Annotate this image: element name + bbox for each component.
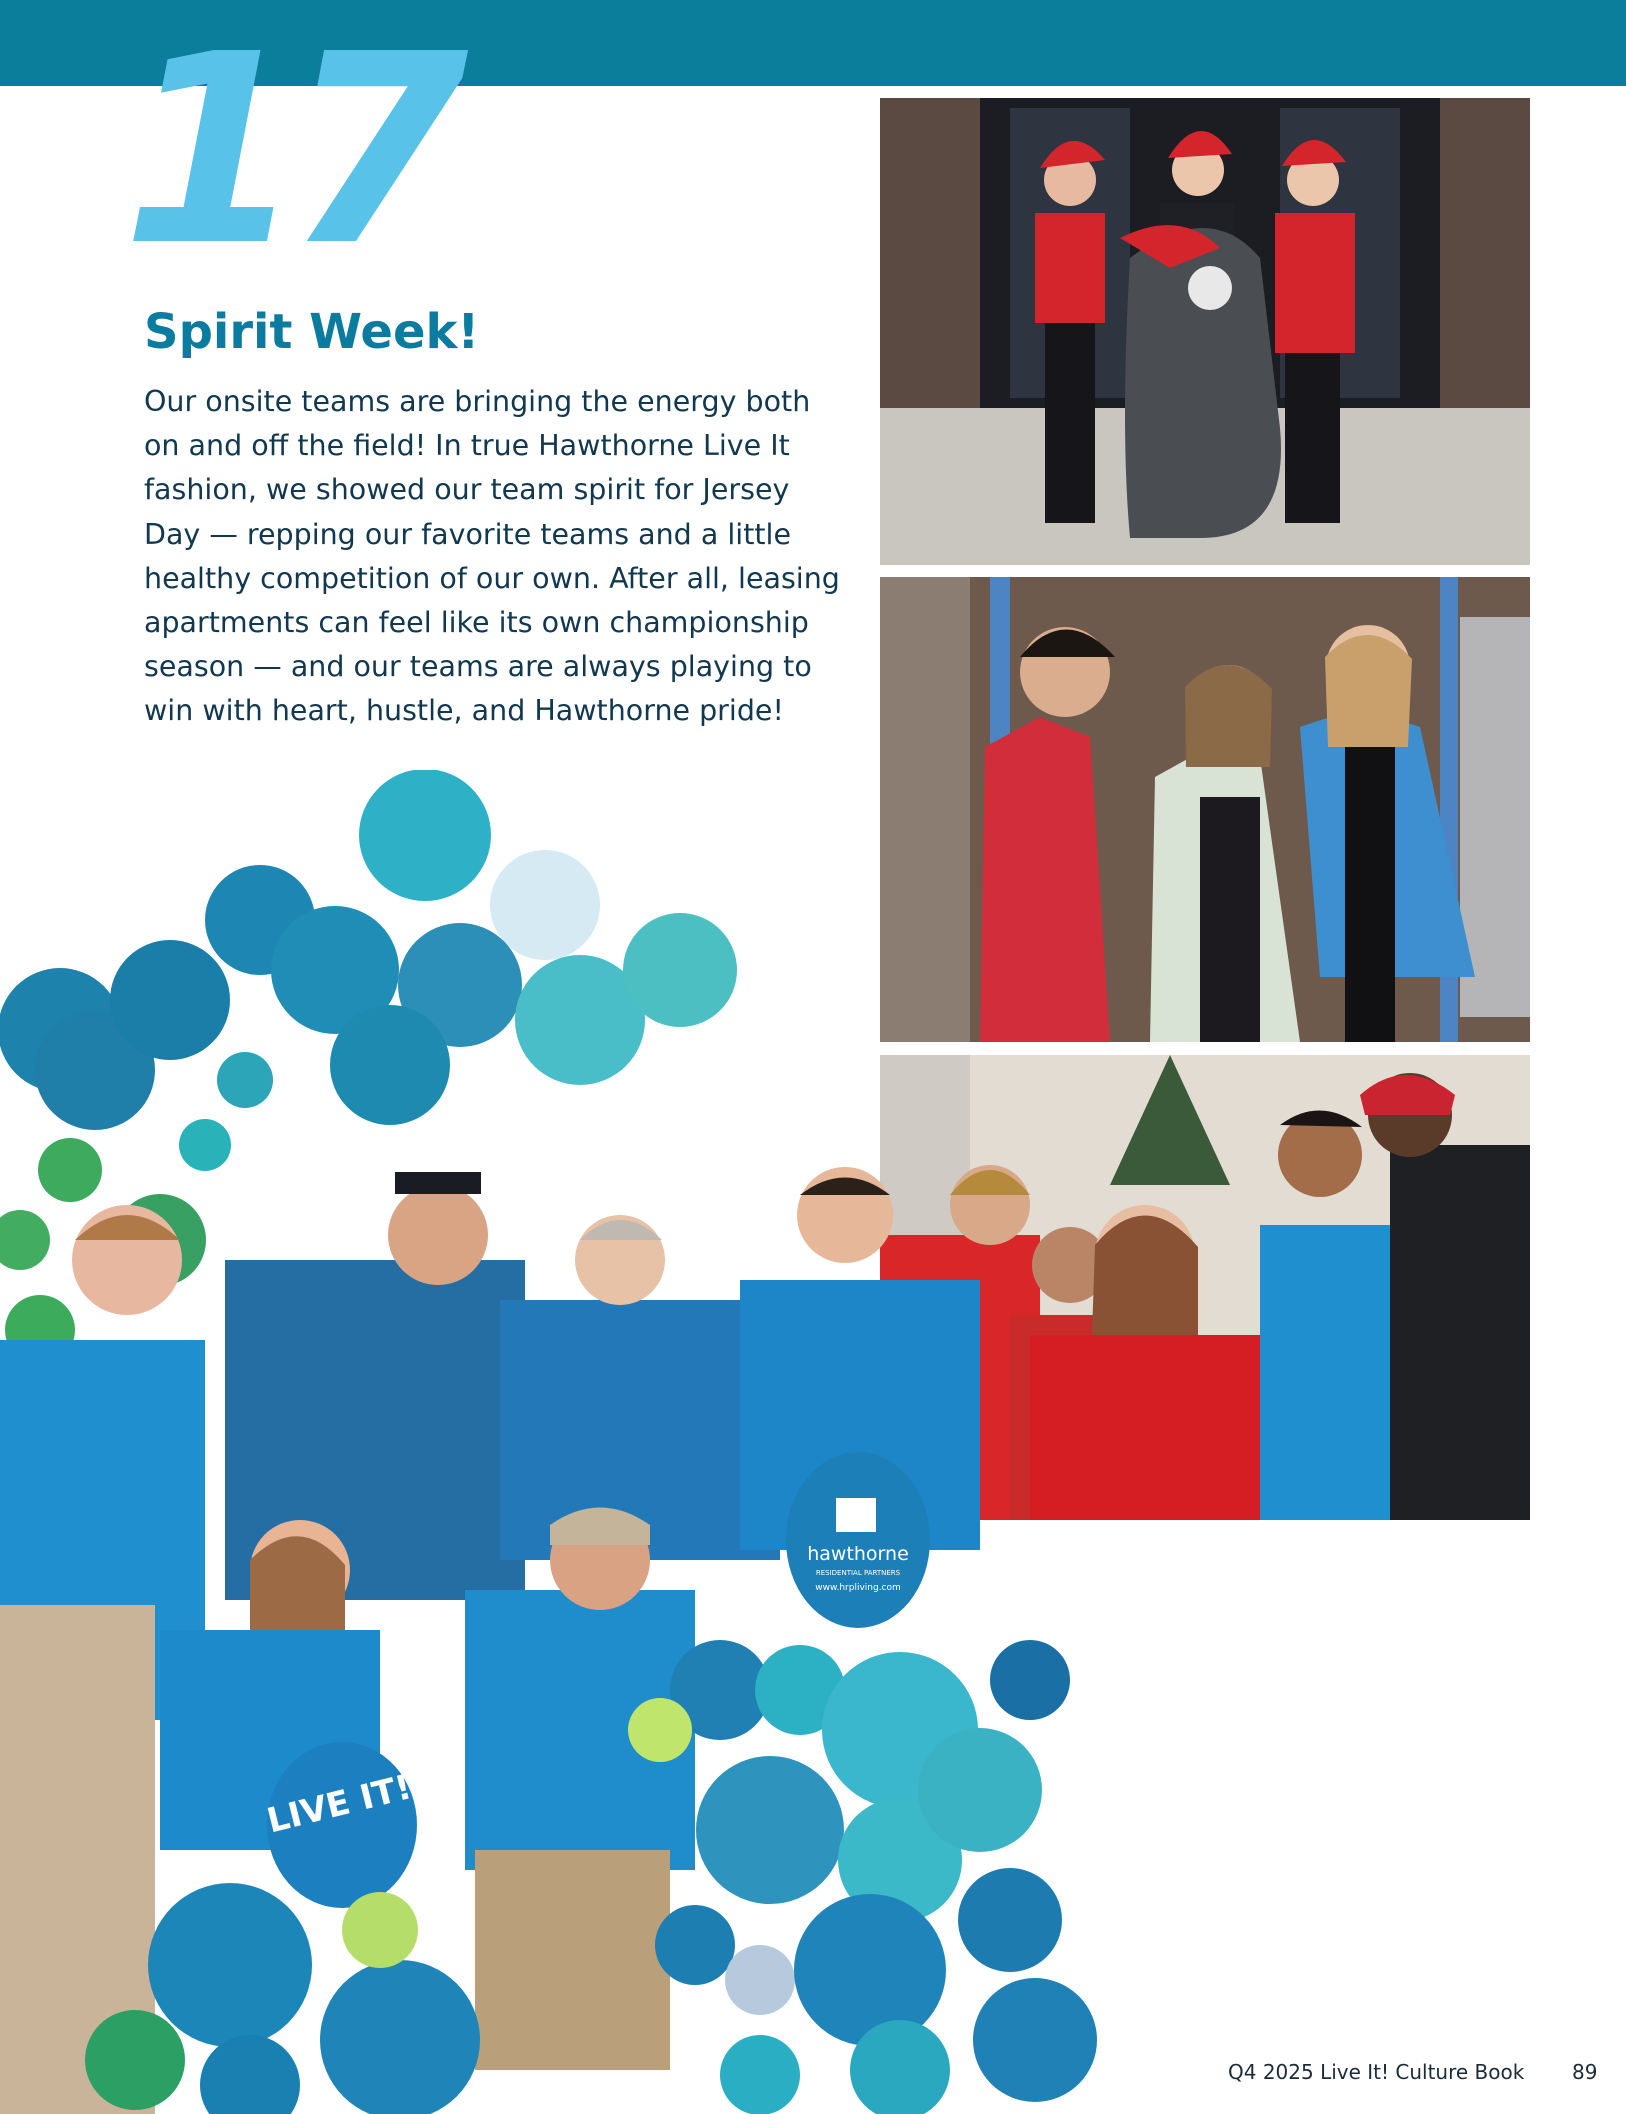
balloon-team-collage [0, 770, 1100, 2114]
article-body: Our onsite teams are bringing the energy both on and off the field! In true Hawthorne Live It fashion, we showed our team spirit for Jersey Day — repping our favorite teams and a little healthy competition of our own. After all, leasing apartments can feel like its own championship season — and our teams are always playing to win with heart, hustle, and Hawthorne pride! [144, 385, 840, 728]
hawthorne-logo-balloon [786, 1452, 930, 1628]
balloon-logo-text: hawthorne [807, 1543, 909, 1565]
live-it-text: LIVE IT! [263, 1767, 416, 1842]
section-number: 17 [122, 0, 451, 303]
page-number: 89 [1572, 2060, 1598, 2084]
balloon-logo-subtext: RESIDENTIAL PARTNERS [815, 1569, 901, 1577]
santa-hats-team-photo [880, 98, 1530, 565]
balloon-logo-url: www.hrpliving.com [815, 1583, 901, 1593]
page-title: Spirit Week! [144, 304, 480, 360]
footer-title: Q4 2025 Live It! Culture Book [1228, 2060, 1525, 2084]
